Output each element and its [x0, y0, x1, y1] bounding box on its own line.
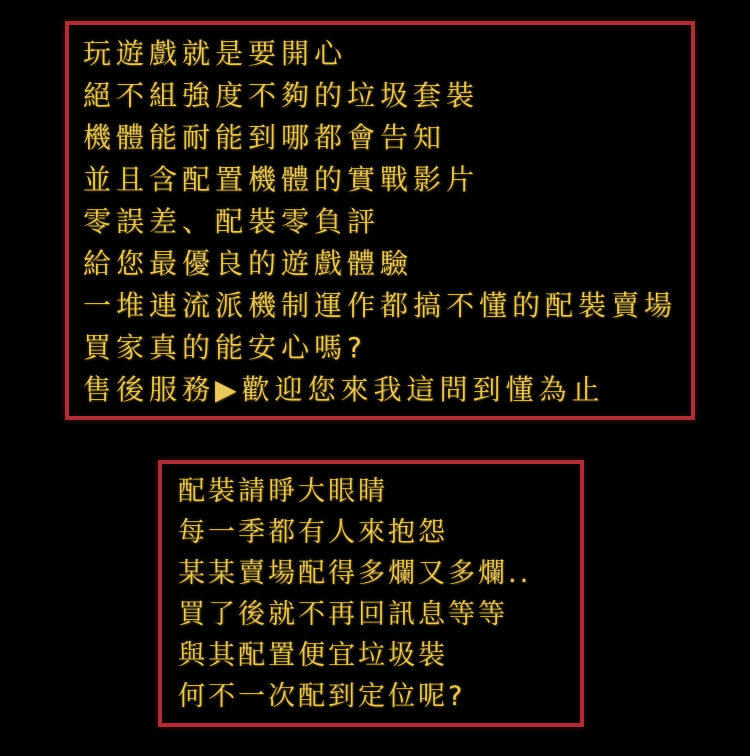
text-line: 每一季都有人來抱怨: [178, 517, 448, 548]
text-line: 絕不組強度不夠的垃圾套裝: [83, 79, 480, 112]
text-line-with-arrow-icon: 售後服務▶歡迎您來我這問到懂為止: [83, 373, 605, 406]
text-line: 零誤差、配裝零負評: [83, 205, 381, 238]
text-line: 機體能耐能到哪都會告知: [83, 121, 447, 154]
text-line: 一堆連流派機制運作都搞不懂的配裝賣場: [83, 289, 678, 322]
text-line: 玩遊戲就是要開心: [83, 37, 348, 70]
text-line: 與其配置便宜垃圾裝: [178, 640, 448, 671]
text-line: 配裝請睜大眼睛: [178, 476, 388, 507]
text-line: 某某賣場配得多爛又多爛..: [178, 558, 532, 589]
text-line: 買了後就不再回訊息等等: [178, 599, 508, 630]
text-line: 買家真的能安心嗎?: [83, 331, 367, 364]
text-line: 並且含配置機體的實戰影片: [83, 163, 480, 196]
top-text-panel: [65, 21, 695, 420]
text-line: 何不一次配到定位呢?: [178, 681, 466, 712]
text-line: 給您最優良的遊戲體驗: [83, 247, 414, 280]
bottom-text-panel: [158, 460, 584, 727]
